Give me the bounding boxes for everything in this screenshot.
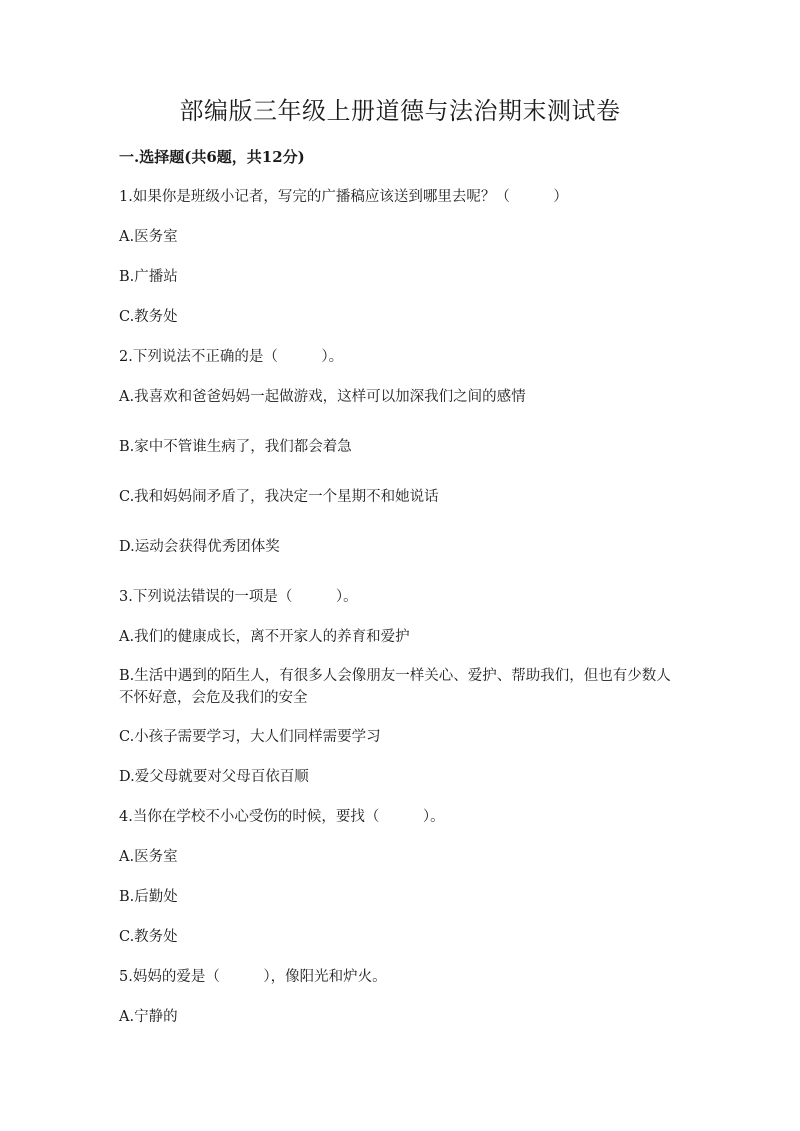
- question-3-option-d: D.爱父母就要对父母百依百顺: [119, 769, 309, 785]
- question-5-stem: 5.妈妈的爱是（ ），像阳光和炉火。: [119, 969, 387, 985]
- question-4-option-a: A.医务室: [119, 849, 178, 865]
- question-3-option-b: B.生活中遇到的陌生人，有很多人会像朋友一样关心、爱护、帮助我们，但也有少数人不怀好意，会危及我们的安全: [119, 668, 671, 706]
- section-heading: 一.选择题(共6题，共12分): [119, 148, 305, 166]
- question-1-option-b: B.广播站: [119, 269, 178, 285]
- question-1-option-a: A.医务室: [119, 229, 178, 245]
- question-2-stem: 2.下列说法不正确的是（ ）。: [119, 349, 344, 365]
- question-1-option-c: C.教务处: [119, 309, 178, 325]
- question-2-option-b: B.家中不管谁生病了，我们都会着急: [119, 439, 352, 455]
- question-2-option-d: D.运动会获得优秀团体奖: [119, 539, 280, 555]
- question-2-option-c: C.我和妈妈闹矛盾了，我决定一个星期不和她说话: [119, 489, 439, 505]
- question-2-option-a: A.我喜欢和爸爸妈妈一起做游戏，这样可以加深我们之间的感情: [119, 389, 526, 405]
- question-4-option-b: B.后勤处: [119, 889, 178, 905]
- page-title: 部编版三年级上册道德与法治期末测试卷: [179, 97, 621, 125]
- question-5-option-a: A.宁静的: [119, 1009, 178, 1025]
- question-3-option-c: C.小孩子需要学习，大人们同样需要学习: [119, 729, 381, 745]
- question-4-option-c: C.教务处: [119, 929, 178, 945]
- question-3-option-a: A.我们的健康成长，离不开家人的养育和爱护: [119, 629, 410, 645]
- question-1-stem: 1.如果你是班级小记者，写完的广播稿应该送到哪里去呢？（ ）: [119, 189, 568, 205]
- question-3-stem: 3.下列说法错误的一项是（ ）。: [119, 589, 358, 605]
- question-4-stem: 4.当你在学校不小心受伤的时候，要找（ ）。: [119, 809, 445, 825]
